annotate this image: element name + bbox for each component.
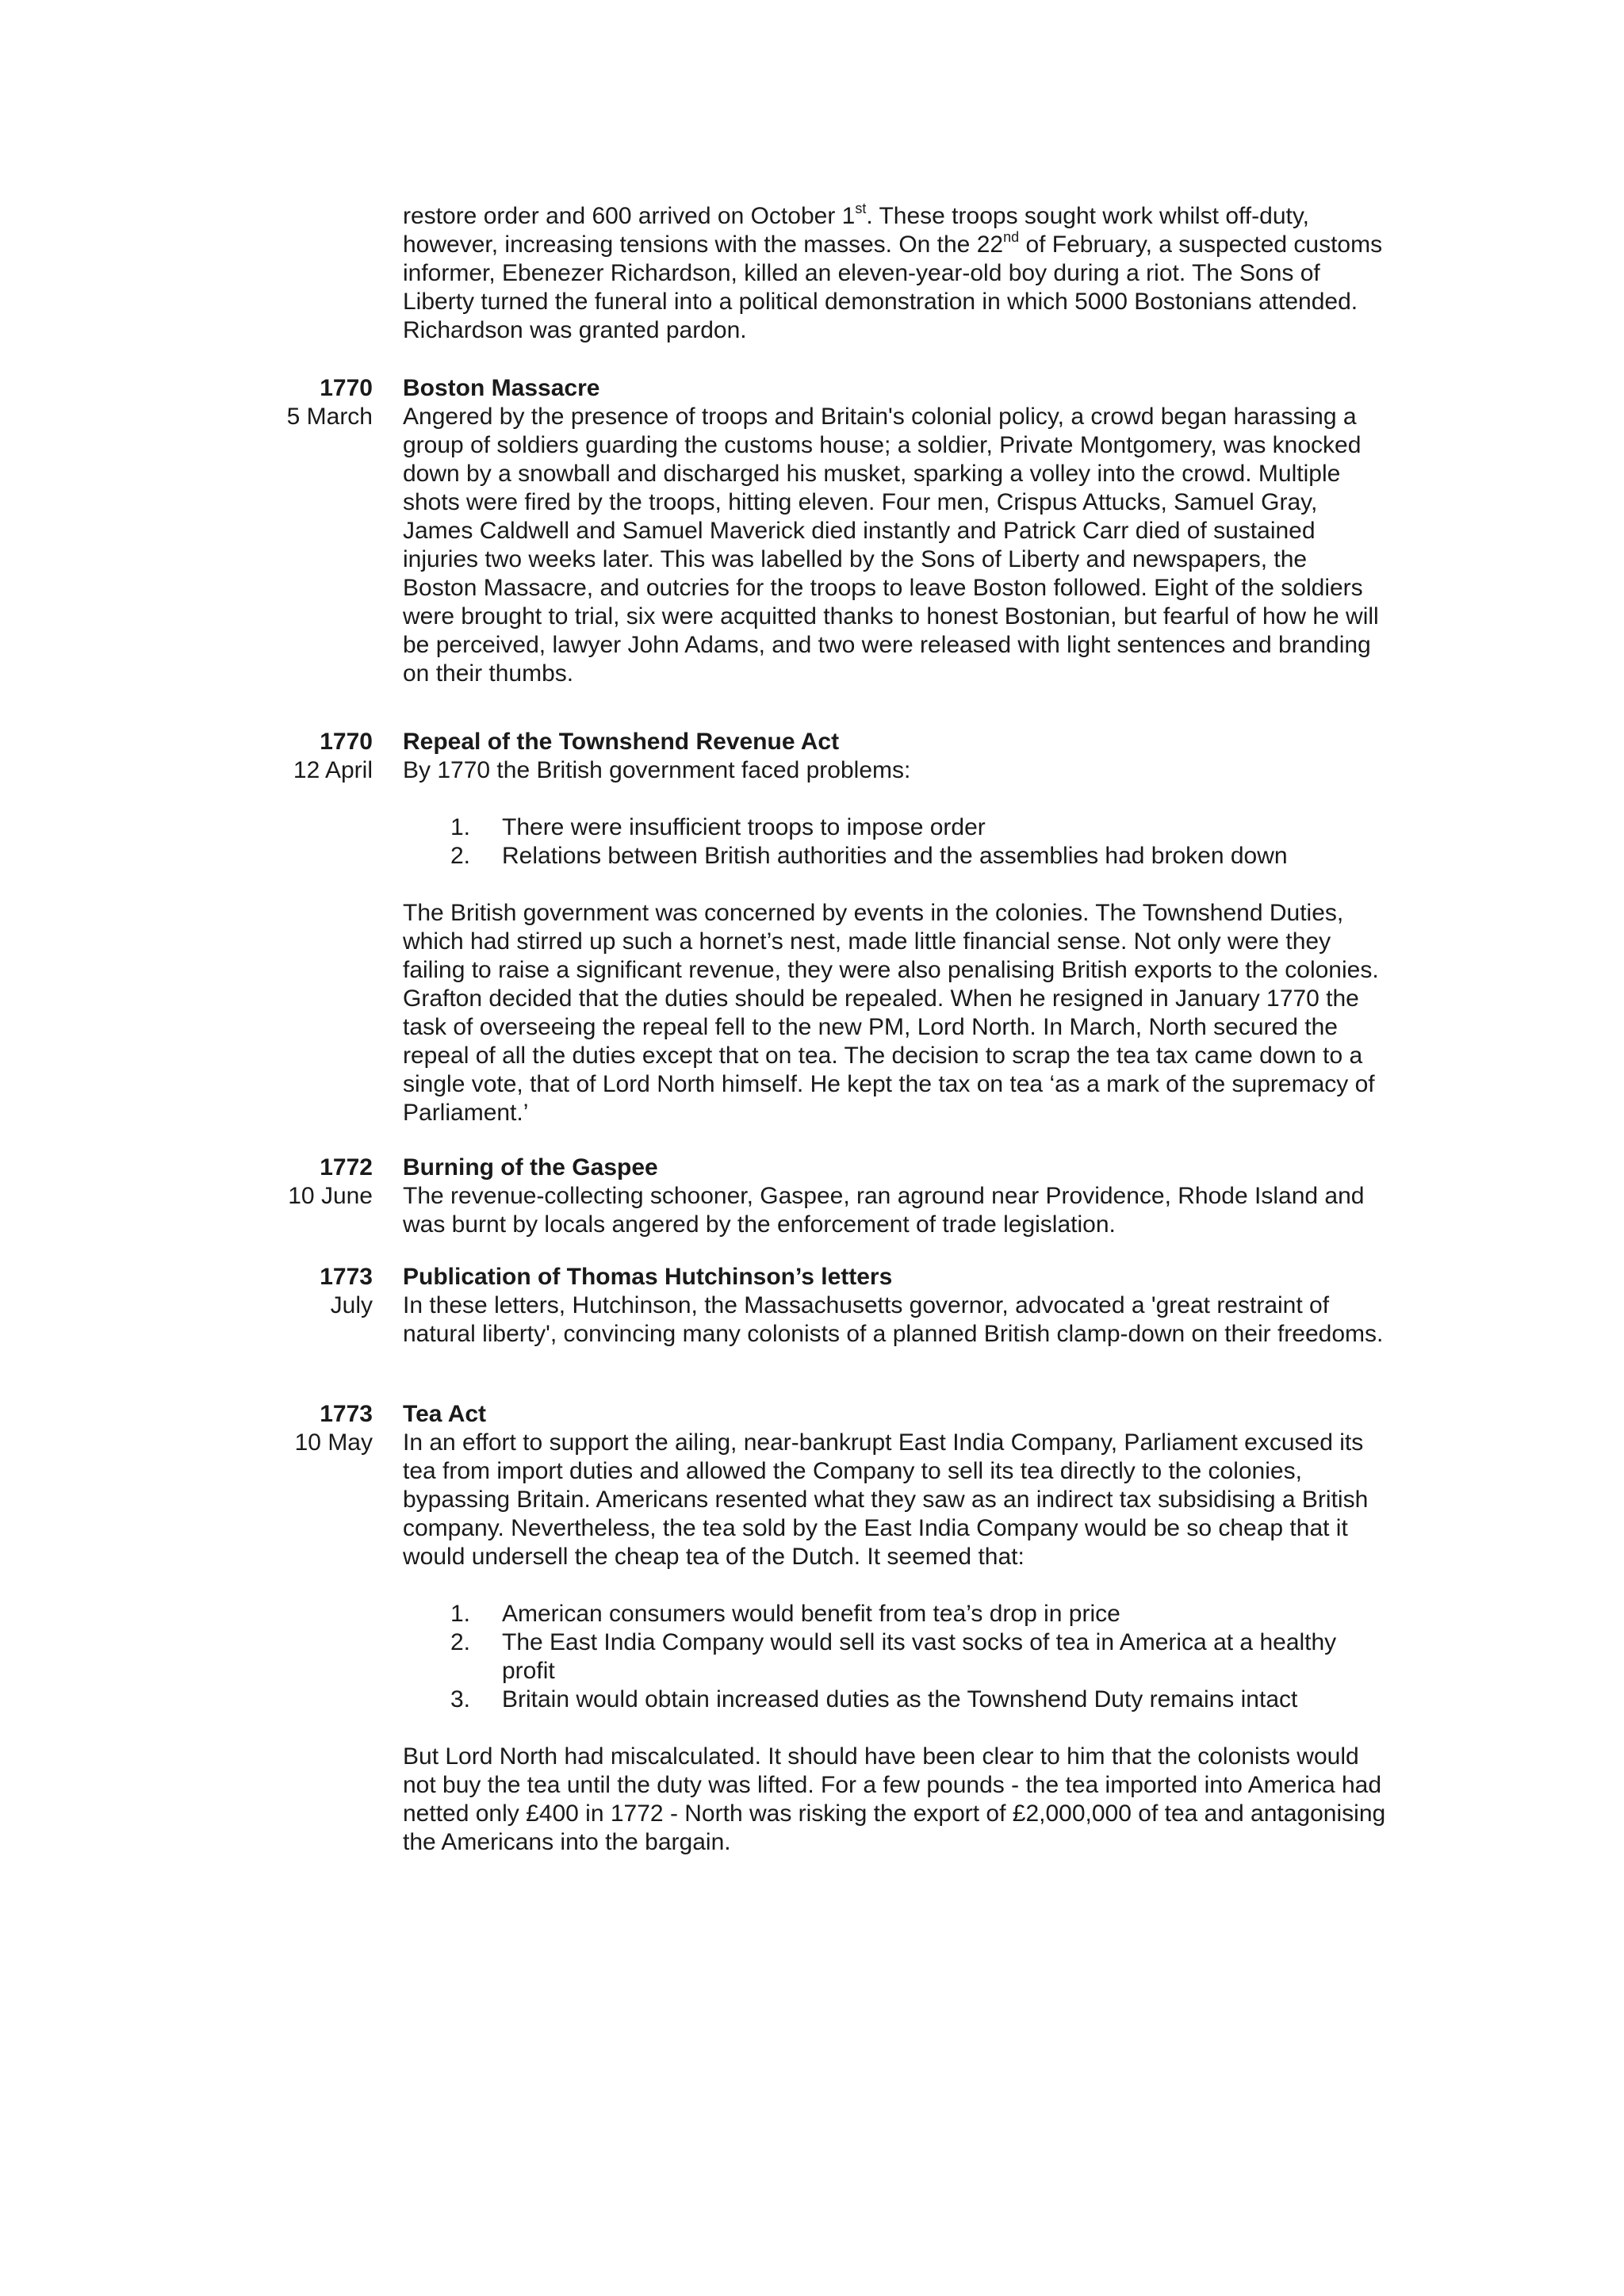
- entry-date: [198, 1154, 373, 1211]
- entry-day: 12 April: [293, 757, 373, 783]
- entry-day: July: [330, 1292, 373, 1318]
- entry-body: Angered by the presence of troops and Britain's colonial policy, a crowd began harassing a group of soldiers guarding the customs house; a soldier, Private Montgomery, was knocked down by a snowball and discharged his musket, sparking a volley into the crowd. Multiple shots were fired by the troops, hitting eleven. Four men, Crispus Attucks, Samuel Gray, James Caldwell and Samuel Maverick died instantly and Patrick Carr died of sustained injuries two weeks later. This was labelled by the Sons of Liberty and newspapers, the Boston Massacre, and outcries for the troops to leave Boston followed. Eight of the soldiers were brought to trial, six were acquitted thanks to honest Bostonian, but fearful of how he will be perceived, lawyer John Adams, and two were released with light sentences and branding on their thumbs.: [403, 404, 1379, 687]
- entry-after-text: The British government was concerned by events in the colonies. The Townshend Duties, which had stirred up such a hornet’s nest, made little financial sense. Not only were they failing to raise a significant revenue, they were also penalising British exports to the colonies. Grafton decided that the duties should be repealed. When he resigned in January 1770 the task of overseeing the repeal fell to the new PM, Lord North. In March, North secured the repeal of all the duties except that on tea. The decision to scrap the tea tax came down to a single vote, that of Lord North himself. He kept the tax on tea ‘as a mark of the supremacy of Parliament.’: [403, 900, 1379, 1126]
- intro-sup-1: st: [855, 201, 867, 216]
- list-number: 1.: [450, 1601, 471, 1627]
- entry-year: 1772: [320, 1154, 373, 1181]
- entry-date: [198, 374, 373, 431]
- list-text: Relations between British authorities and the assemblies had broken down: [502, 843, 1288, 869]
- entry-body: By 1770 the British government faced problems:: [403, 757, 911, 783]
- intro-paragraph: [403, 202, 1386, 345]
- list-item: [403, 1600, 1386, 1628]
- entry-heading: Boston Massacre: [403, 375, 600, 401]
- entry-day: 10 June: [288, 1183, 373, 1209]
- entry-heading: Burning of the Gaspee: [403, 1154, 658, 1181]
- list-number: 2.: [450, 843, 471, 869]
- list-text: The East India Company would sell its vast socks of tea in America at a healthy profit: [502, 1629, 1337, 1684]
- intro-sup-2: nd: [1003, 229, 1020, 245]
- list-text: There were insufficient troops to impose order: [502, 814, 986, 840]
- entry-heading: Publication of Thomas Hutchinson’s letters: [403, 1264, 893, 1290]
- entry-content: [403, 1263, 1386, 1349]
- intro-text-1: restore order and 600 arrived on October 1: [403, 203, 856, 229]
- list-item: [403, 842, 1386, 871]
- entry-year: 1770: [320, 729, 373, 755]
- numbered-list: [403, 813, 1386, 871]
- entry-content: [403, 728, 1386, 1127]
- list-item: [403, 1686, 1386, 1714]
- entry-content: [403, 1400, 1386, 1857]
- entry-date: [198, 1400, 373, 1457]
- entry-body: In an effort to support the ailing, near-bankrupt East India Company, Parliament excused its tea from import duties and allowed the Company to sell its tea directly to the colonies, bypassing Britain. Americans resented what they saw as an indirect tax subsidising a British company. Nevertheless, the tea sold by the East India Company would be so cheap that it would undersell the cheap tea of the Dutch. It seemed that:: [403, 1429, 1369, 1570]
- entry-heading: Repeal of the Townshend Revenue Act: [403, 729, 840, 755]
- list-text: American consumers would benefit from tea’s drop in price: [502, 1601, 1120, 1627]
- entry-year: 1770: [320, 375, 373, 401]
- list-number: 1.: [450, 814, 471, 840]
- entry-day: 5 March: [286, 404, 373, 430]
- list-number: 2.: [450, 1629, 471, 1655]
- list-item: [403, 1628, 1386, 1686]
- entry-year: 1773: [320, 1401, 373, 1427]
- entry-body: In these letters, Hutchinson, the Massachusetts governor, advocated a 'great restraint of natural liberty', convincing many colonists of a planned British clamp-down on their freedoms.: [403, 1292, 1384, 1347]
- entry-day: 10 May: [294, 1429, 373, 1456]
- list-number: 3.: [450, 1686, 471, 1712]
- entry-content: [403, 1154, 1386, 1239]
- list-text: Britain would obtain increased duties as the Townshend Duty remains intact: [502, 1686, 1298, 1712]
- entry-date: [198, 728, 373, 785]
- entry-body: The revenue-collecting schooner, Gaspee, ran aground near Providence, Rhode Island and was burnt by locals angered by the enforcement of trade legislation.: [403, 1183, 1365, 1238]
- intro-text-3: of February, a suspected customs informer, Ebenezer Richardson, killed an eleven-year-old boy during a riot. The Sons of Liberty turned the funeral into a political demonstration in which 5000 Bostonians attended. Richardson was granted pardon.: [403, 232, 1383, 343]
- entry-year: 1773: [320, 1264, 373, 1290]
- numbered-list: [403, 1600, 1386, 1714]
- entry-content: [403, 374, 1386, 688]
- intro-text-2: . These troops sought work whilst off-duty, however, increasing tensions with the masses. On the 22: [403, 203, 1309, 258]
- list-item: [403, 813, 1386, 842]
- entry-heading: Tea Act: [403, 1401, 487, 1427]
- entry-date: [198, 1263, 373, 1320]
- entry-after-text: But Lord North had miscalculated. It should have been clear to him that the colonists would not buy the tea until the duty was lifted. For a few pounds - the tea imported into America had netted only £400 in 1772 - North was risking the export of £2,000,000 of tea and antagonising the Americans into the bargain.: [403, 1743, 1386, 1855]
